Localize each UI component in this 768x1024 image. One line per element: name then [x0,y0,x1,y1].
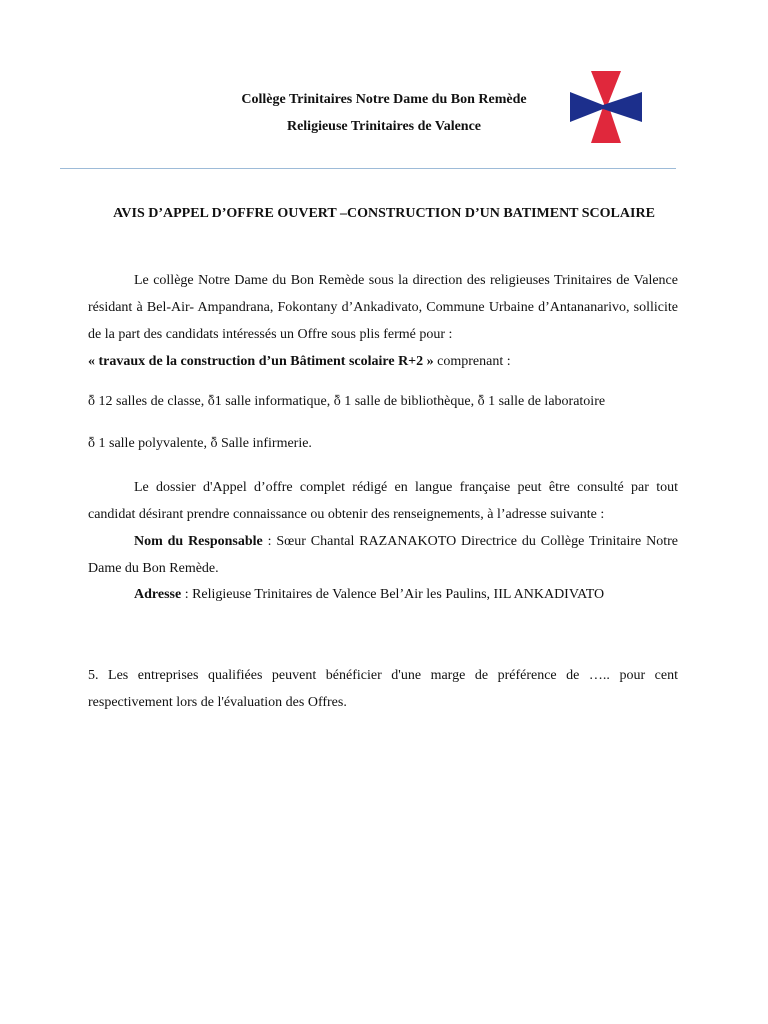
rooms-list-line-1: ȭ 12 salles de classe, ȭ1 salle informatique, ȭ 1 salle de bibliothèque, ȭ 1 salle de laboratoire [88,394,606,409]
intro-paragraph [88,267,678,375]
preference-paragraph: 5. Les entreprises qualifiées peuvent bénéficier d'une marge de préférence de ….. pour cent respectivement lors de l'évaluation des Offres. [88,668,678,710]
header-divider [60,168,676,169]
rooms-list-line-2: ȭ 1 salle polyvalente, ȭ Salle infirmerie. [88,436,312,451]
adresse-paragraph [88,581,678,608]
school-name: Collège Trinitaires Notre Dame du Bon Remède [241,92,527,107]
adresse-label: Adresse [134,587,182,602]
congregation-name: Religieuse Trinitaires de Valence [286,119,482,134]
dossier-paragraph: Le dossier d'Appel d’offre complet rédigé en langue française peut être consulté par tout candidat désirant prendre connaissance ou obtenir des renseignements, à l’adresse suivante : [88,480,678,522]
responsable-value: : Sœur Chantal RAZANAKOTO Directrice du Collège Trinitaire Notre Dame du Bon Remède. [88,534,679,576]
notice-title: AVIS D’APPEL D’OFFRE OUVERT –CONSTRUCTION D’UN BATIMENT SCOLAIRE [113,206,655,221]
works-title: « travaux de la construction d’un Bâtiment scolaire R+2 » [88,354,434,369]
intro-suffix: comprenant : [433,354,511,369]
intro-text: Le collège Notre Dame du Bon Remède sous la direction des religieuses Trinitaires de Valence résidant à Bel-Air- Ampandrana, Fokontany d’Ankadivato, Commune Urbaine d’Antananarivo, sollicite de la part des candidats intéressés un Offre sous plis fermé pour : [88,273,678,342]
responsable-label: Nom du Responsable [134,534,263,549]
cross-pattee-icon [569,70,643,144]
adresse-value: : Religieuse Trinitaires de Valence Bel’Air les Paulins, IIL ANKADIVATO [181,587,605,602]
responsable-paragraph [88,528,678,582]
